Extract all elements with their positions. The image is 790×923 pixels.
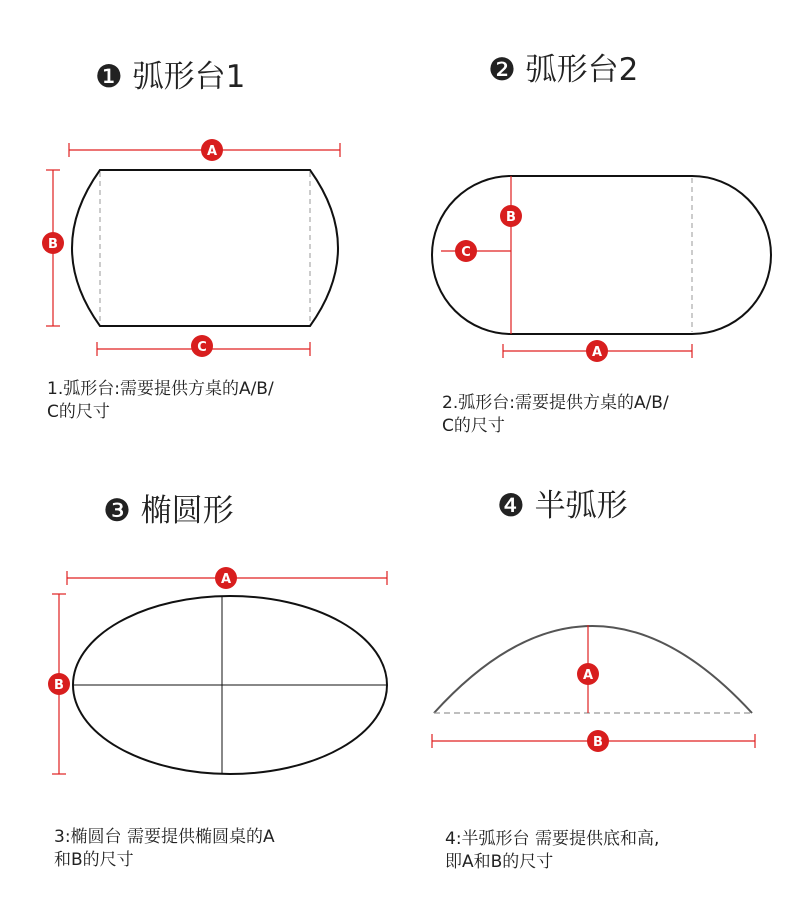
badge-2-b-label: B xyxy=(506,210,516,225)
table-2-outline xyxy=(432,176,771,334)
section-2-title: ❷ 弧形台2 xyxy=(488,52,639,88)
badge-3-a-label: A xyxy=(220,572,232,587)
section-1-title: ❶ 弧形台1 xyxy=(95,59,246,95)
section-2-desc-line-2: C的尺寸 xyxy=(442,416,505,436)
badge-1-a xyxy=(201,139,223,161)
badge-4-a xyxy=(577,663,599,685)
badge-1-b xyxy=(42,232,64,254)
badge-1-b-label: B xyxy=(48,237,58,252)
section-1-desc-line-1: 1.弧形台:需要提供方桌的A/B/ xyxy=(47,379,274,399)
diagram-2 xyxy=(432,176,771,362)
table-1-outline xyxy=(72,170,338,326)
badge-1-c xyxy=(191,335,213,357)
badge-2-a-label: A xyxy=(591,345,603,360)
section-1-desc-line-2: C的尺寸 xyxy=(47,402,110,422)
section-4-desc-line-1: 4:半弧形台 需要提供底和高, xyxy=(445,829,660,849)
badge-4-b-label: B xyxy=(593,735,603,750)
diagram-1 xyxy=(42,139,340,357)
badge-1-c-label: C xyxy=(197,340,207,355)
section-2-desc-line-1: 2.弧形台:需要提供方桌的A/B/ xyxy=(442,393,669,413)
badge-3-a xyxy=(215,567,237,589)
section-3-desc-line-2: 和B的尺寸 xyxy=(54,850,134,870)
diagram-3 xyxy=(48,567,387,774)
badge-3-b xyxy=(48,673,70,695)
section-3-title: ❸ 椭圆形 xyxy=(103,493,234,529)
badge-4-b xyxy=(587,730,609,752)
diagram-4 xyxy=(432,625,755,752)
section-3-desc-line-1: 3:椭圆台 需要提供椭圆桌的A xyxy=(54,827,275,847)
badge-2-c xyxy=(455,240,477,262)
badge-2-a xyxy=(586,340,608,362)
badge-1-a-label: A xyxy=(206,144,218,159)
badge-2-b xyxy=(500,205,522,227)
badge-4-a-label: A xyxy=(582,668,594,683)
badge-2-c-label: C xyxy=(461,245,471,260)
section-4-desc-line-2: 即A和B的尺寸 xyxy=(445,852,554,872)
badge-3-b-label: B xyxy=(54,678,64,693)
section-4-title: ❹ 半弧形 xyxy=(497,488,628,524)
